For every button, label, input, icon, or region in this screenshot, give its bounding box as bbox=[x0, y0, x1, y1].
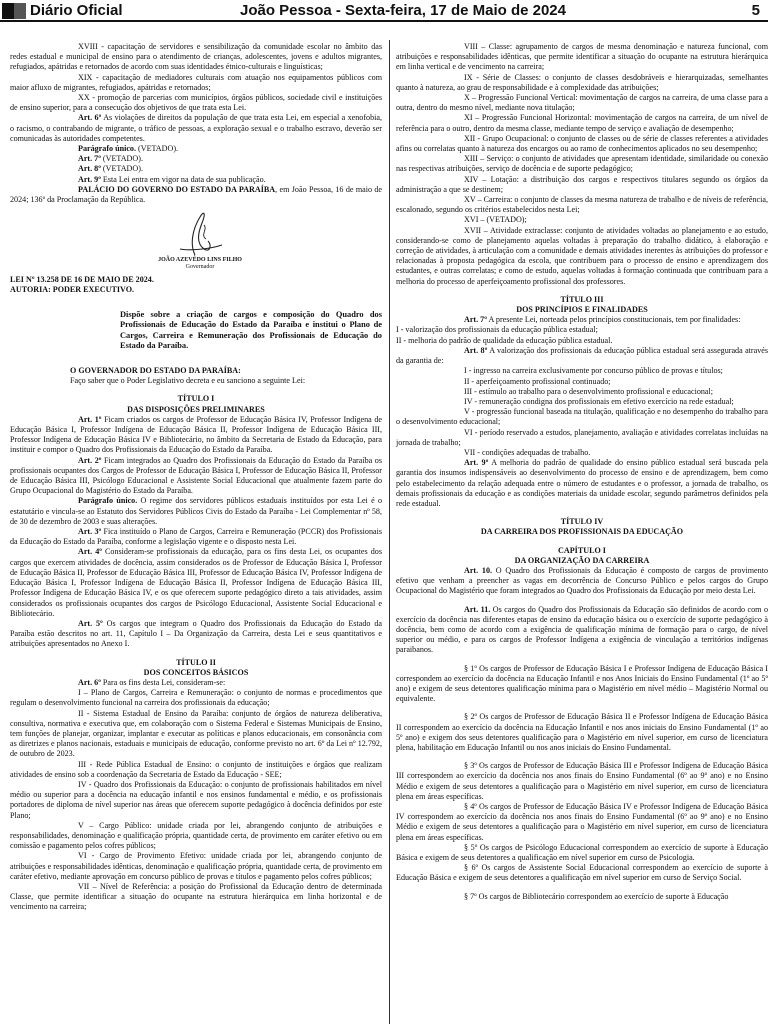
title-subheading: DA CARREIRA DOS PROFISSIONAIS DA EDUCAÇÃO bbox=[480, 527, 684, 537]
article bbox=[396, 315, 768, 325]
article-text: A valorização dos profissionais da educação pública estadual será assegurada através da garantia de: bbox=[396, 345, 768, 366]
title-heading: TÍTULO IV bbox=[560, 517, 604, 527]
article-label: Art. 8º bbox=[464, 345, 488, 355]
article bbox=[396, 458, 768, 509]
column-divider bbox=[389, 40, 390, 1024]
chapter-subheading: DA ORGANIZAÇÃO DA CARREIRA bbox=[514, 555, 650, 565]
article-text: (VETADO). bbox=[100, 164, 143, 174]
article bbox=[10, 415, 382, 456]
article-text: Fica instituído o Plano de Cargos, Carreira e Remuneração (PCCR) dos Profissionais da Educação do Estado da Paraíba, conforme a legislação vigente e o disposto nesta Lei. bbox=[10, 527, 382, 547]
section-paragraph: § 3º Os cargos de Professor de Educação Básica III e Professor Indígena de Educação Básica III correspondem ao exercício da docência nos anos finais do Ensino Fundamental (6º ao 9º ano) e no Ensino Médio e exigem de seus detentores a qualificação para o Magistério em nível superior, em curso de licenciatura plena em áreas específicas. bbox=[396, 761, 768, 801]
item: IX - Série de Classes: o conjunto de classes desdobráveis e hierarquizadas, semelhantes quanto à natureza, ao grau de responsabilidade e à complexidade das atribuições; bbox=[396, 72, 768, 92]
header-brand bbox=[2, 2, 123, 19]
article-label: Art. 6º bbox=[78, 113, 102, 123]
article-text: Os cargos que integram o Quadro dos Profissionais da Educação do Estado da Paraíba estão descritos no art. 11, Capítulo I – Da Organização da Carreira, desta Lei e seus quantitativos e atribuições apresentados no Anexo I. bbox=[10, 618, 382, 649]
law-authorship: AUTORIA: PODER EXECUTIVO. bbox=[10, 285, 135, 295]
article bbox=[396, 566, 768, 597]
item: XIII – Serviço: o conjunto de atividades que apresentam identidade, similaridade ou conexão nas respectivas atribuições, serviço de docência e de suporte pedagógico; bbox=[396, 154, 768, 174]
article-text: A presente Lei, norteada pelos princípios constitucionais, tem por finalidades: bbox=[486, 315, 741, 325]
section-paragraph: § 7º Os cargos de Bibliotecário correspondem ao exercício de suporte à Educação bbox=[464, 891, 729, 901]
paragraph bbox=[10, 496, 382, 527]
closing bbox=[10, 185, 382, 205]
article-label: Art. 11. bbox=[464, 604, 491, 614]
item: XII - Grupo Ocupacional: o conjunto de classes ou de série de classes referentes a atividades afins ou correlatas quanto à natureza dos encargos ou ao ramo de conhecimentos aplicados no seu desempenho; bbox=[396, 133, 768, 154]
article-text: Os cargos do Quadro dos Profissionais da Educação são definidos de acordo com o exercício da docência nas diferentes etapas de ensino da educação básica ou o exercício de suporte pedagógico à docência, bem como de acordo com a exigência de qualificação mínima de formação para o cargo, de nível superior ou médio, e para os cargos de Professor Indígena a exigência de vinculação a territórios indígenas paraibanos. bbox=[396, 604, 768, 655]
article-label: Art. 9º bbox=[78, 174, 101, 184]
article bbox=[10, 113, 382, 144]
paragraph-label: Parágrafo único. bbox=[78, 496, 138, 506]
closing-text: , em João Pessoa, 16 de maio de 2024; 136º da Proclamação da República. bbox=[10, 184, 382, 205]
item: VII – Nível de Referência: a posição do Profissional da Educação dentro de determinada Classe, que permite identificar a situação do ocupante na estrutura hierárquica em linha horizontal e de vencimento na carreira; bbox=[10, 881, 382, 912]
section-paragraph: § 6º Os cargos de Assistente Social Educacional correspondem ao exercício de suporte à Educação Básica e exigem de seus detentores a qualificação em nível superior em curso de Serviço Social. bbox=[396, 863, 768, 883]
article bbox=[10, 619, 382, 650]
article-label: Art. 9º bbox=[464, 458, 489, 468]
newspaper-title: Diário Oficial bbox=[30, 2, 123, 19]
item: III - Rede Pública Estadual de Ensino: o conjunto de instituições e órgãos que realizam atividades de ensino sob a coordenação da Secretaria de Estado da Educação - SEE; bbox=[10, 759, 382, 779]
item: II - melhoria do padrão de qualidade da educação pública estadual. bbox=[396, 335, 613, 345]
title-subheading: DOS CONCEITOS BÁSICOS bbox=[143, 667, 249, 677]
article-label: Art. 10. bbox=[464, 565, 493, 575]
article bbox=[10, 164, 382, 174]
article-label: Art. 6º bbox=[78, 677, 101, 687]
signature-name: JOÃO AZEVÊDO LINS FILHO bbox=[158, 257, 242, 264]
item: XV – Carreira: o conjunto de classes da mesma natureza de trabalho e de níveis de referência, escalonado, segundo os critérios estabelecidos nesta Lei; bbox=[396, 195, 768, 215]
article bbox=[10, 175, 382, 185]
chapter-heading: CAPÍTULO I bbox=[558, 545, 606, 555]
issue-date: João Pessoa - Sexta-feira, 17 de Maio de 2024 bbox=[240, 2, 566, 19]
item: II - Sistema Estadual de Ensino da Paraíba: conjunto de órgãos de natureza deliberativa, consultiva, normativa e executiva que, em colaboração com o Sistema Federal e Sistemas Municipais de Ensino, tem funções de planejar, organizar, implantar e executar as políticas e planos educacionais, em consonância com as diretrizes e planos nacionais, estaduais e municipais de educação, conforme previsto no art. 6º da Lei nº 12.792, de outubro de 2023. bbox=[10, 708, 382, 759]
article-label: Art. 3º bbox=[78, 527, 102, 537]
right-column bbox=[396, 42, 768, 902]
article-text: Para os fins desta Lei, consideram-se: bbox=[100, 677, 226, 687]
section-paragraph: § 5º Os cargos de Psicólogo Educacional correspondem ao exercício de suporte à Educação Básica e exigem de seus detentores a qualificação em nível superior em curso de Psicologia. bbox=[396, 842, 768, 863]
left-column bbox=[10, 42, 382, 913]
signature-role: Governador bbox=[185, 264, 215, 271]
article-text: Ficam integrados ao Quadro dos Profissionais da Educação do Estado da Paraíba os profissionais ocupantes dos Cargos de Professor de Educação Básica I, Professor de Educação Básica II, Professor de Educação Básica III, Psicólogo Educacional e Assistente Social Educacional que atualmente fazem parte do Grupo Ocupacional do Magistério do Estado da Paraíba. bbox=[10, 455, 382, 496]
article bbox=[10, 547, 382, 618]
paragraph-label: Parágrafo único. bbox=[78, 144, 136, 154]
title-heading: TÍTULO III bbox=[560, 294, 604, 304]
article-label: Art. 2º bbox=[78, 455, 102, 465]
paragraph: XX - promoção de parcerias com municípios, órgãos públicos, sociedade civil e instituições de ensino superior, para a consecução dos objetivos de que trata esta Lei. bbox=[10, 93, 382, 113]
article-label: Art. 7º bbox=[78, 154, 101, 164]
title-heading: TÍTULO II bbox=[176, 657, 216, 667]
law-summary: Dispõe sobre a criação de cargos e composição do Quadro dos Profissionais de Educação do Estado da Paraíba e institui o Plano de Cargos, Carreira e Remuneração dos Profissionais de Educação do Estado da Paraíba. bbox=[120, 309, 382, 351]
item: XI – Progressão Funcional Horizontal: movimentação de cargos na carreira, de um nível de referência para o outro, dentro da mesma classe, mediante tempo de serviço e avaliação de desempenho; bbox=[396, 113, 768, 133]
item: X – Progressão Funcional Vertical: movimentação de cargos na carreira, de uma classe para a outra, dentro do mesmo nível, mediante nova titulação; bbox=[396, 93, 768, 113]
item: V – Cargo Público: unidade criada por lei, abrangendo conjunto de atribuições e responsabilidades, denominação e qualificação própria, quantidade certa, de provimento em caráter efetivo ou em comissão e pagamento pelos cofres públicos; bbox=[10, 820, 382, 851]
article bbox=[10, 527, 382, 547]
item: V - progressão funcional baseada na titulação, qualificação e no desempenho do trabalho para o desenvolvimento educacional; bbox=[396, 407, 768, 427]
enactment-clause: Faço saber que o Poder Legislativo decreta e eu sanciono a seguinte Lei: bbox=[70, 376, 306, 386]
paragraph-text: (VETADO). bbox=[136, 144, 179, 154]
page-header bbox=[0, 0, 768, 22]
article-text: A melhoria do padrão de qualidade do ensino público estadual será buscada pela garantia dos insumos indispensáveis ao desenvolvimento do processo de ensino e de aprendizagem, bem como pelo estabelecimento da relação adequada entre o número de estudantes e o professor, a jornada de trabalho, os demais profissionais da educação e as condições materiais da unidade escolar, segundo parâmetros definidos pela rede estadual. bbox=[396, 458, 768, 508]
item: VIII – Classe: agrupamento de cargos de mesma denominação e natureza funcional, com atribuições e responsabilidades idênticas, que permite identificar a situação do ocupante na estrutura hierárquica em linha vertical e de vencimento na carreira; bbox=[396, 42, 768, 72]
item: IV - remuneração condigna dos profissionais em efetivo exercício na rede estadual; bbox=[464, 396, 734, 406]
title-heading: TÍTULO I bbox=[177, 394, 215, 404]
page-number: 5 bbox=[751, 2, 760, 19]
article bbox=[396, 605, 768, 656]
item: VII - condições adequadas de trabalho. bbox=[464, 447, 591, 457]
article-label: Art. 1º bbox=[78, 414, 102, 424]
item: XIV – Lotação: a distribuição dos cargos e respectivos titulares segundo os órgãos da administração a que se destinem; bbox=[396, 174, 768, 194]
item: XVII – Atividade extraclasse: conjunto de atividades voltadas ao planejamento e ao estudo, considerando-se como de planejamento aquelas voltadas à preparação do trabalho didático, à elaboração e correção de atividades, à articulação com a comunidade e demais atividades inerentes às atribuições do professor e relacionadas à proposta pedagógica da escola, que contribuem para o processo de ensino e aprendizagem dos estudantes, e outras correlatas; e como de estudo, aquelas voltadas à formação continuada que contribuam para a melhoria do processo de aperfeiçoamento profissional dos professores. bbox=[396, 225, 768, 286]
paragraph bbox=[10, 144, 382, 154]
signature-caption bbox=[155, 257, 245, 271]
paragraph: XIX - capacitação de mediadores culturais com atuação nos equipamentos públicos com maior afluxo de migrantes, refugiados, apátridas e retornados; bbox=[10, 72, 382, 92]
article-text: (VETADO). bbox=[100, 154, 143, 164]
article-text: Esta Lei entra em vigor na data de sua publicação. bbox=[100, 174, 266, 184]
signature-icon bbox=[160, 205, 240, 260]
section-paragraph: § 4º Os cargos de Professor de Educação Básica IV e Professor Indígena de Educação Básica IV correspondem ao exercício da docência nos anos finais do Ensino Fundamental (6º ao 9º ano) e no Ensino Médio e exigem de seus detentores a qualificação para o Magistério em nível superior, em curso de licenciatura plena em áreas específicas. bbox=[396, 802, 768, 842]
item: I - valorização dos profissionais da educação pública estadual; bbox=[396, 325, 598, 335]
section-paragraph: § 2º Os cargos de Professor de Educação Básica II e Professor Indígena de Educação Básica II correspondem ao exercício da docência na Educação Infantil e nos anos iniciais do Ensino Fundamental (1º ao 5º ano) e exigem dos seus detentores qualificação para o Magistério em nível superior, em curso de licenciatura plena, habilitação em Educação Infantil ou nos anos iniciais do Ensino Fundamental. bbox=[396, 712, 768, 752]
item: VI - Cargo de Provimento Efetivo: unidade criada por lei, abrangendo conjunto de atribuições e responsabilidades idênticas, denominação e qualificação própria, quantidade certa, de provimento em caráter efetivo, mediante aprovação em concurso público de provas e títulos e pagamento pelos cofres públicos; bbox=[10, 851, 382, 881]
title-subheading: DOS PRINCÍPIOS E FINALIDADES bbox=[516, 305, 648, 315]
article-text: Consideram-se profissionais da educação, para os fins desta Lei, os ocupantes dos cargos que exercem atividades de docência, assim considerados os de Professor de Educação Básica I, Professor de Educação Básica II, Professor de Educação Básica III, Professor de Educação Básica IV, Professor Indígena de Educação Básica I, Professor Indígena de Educação Básica II, Professor Indígena de Educação Básica III, Professor Indígena de Educação Básica IV, e os que oferecem suporte pedagógico direto a tais atividades, assim considerados os profissionais ocupantes dos cargos de Psicólogo Educacional, Assistente Social Educacional e Bibliotecário. bbox=[10, 547, 382, 618]
title-subheading: DAS DISPOSIÇÕES PRELIMINARES bbox=[127, 404, 265, 414]
article-text: Ficam criados os cargos de Professor de Educação Básica IV, Professor Indígena de Educação Básica I, Professor Indígena de Educação Básica II, Professor Indígena de Educação Básica III, Professor Indígena de Educação Básica IV e Bibliotecário, no âmbito da Secretaria de Estado da Educação, para instituir e compor o Quadro dos Profissionais da Educação do Estado da Paraíba. bbox=[10, 414, 382, 455]
palace-label: PALÁCIO DO GOVERNO DO ESTADO DA PARAÍBA bbox=[78, 184, 276, 194]
item: III - estímulo ao trabalho para o desenvolvimento profissional e educacional; bbox=[464, 386, 714, 396]
article bbox=[10, 154, 382, 164]
item: II - aperfeiçoamento profissional continuado; bbox=[464, 376, 611, 386]
article-text: As violações de direitos da população de que trata esta Lei, em especial a xenofobia, o racismo, o contrabando de migrante, o tráfico de pessoas, a exploração sexual e o trabalho escravo, deverão ser comunicadas às autoridades competentes. bbox=[10, 113, 382, 143]
article-label: Art. 8º bbox=[78, 164, 101, 174]
article bbox=[10, 456, 382, 497]
article-text: O Quadro dos Profissionais da Educação é composto de cargos de provimento efetivo que venham a preencher as vagas em decorrência de Concurso Público e pelos cargos do Grupo Ocupacional do Magistério que foram integrados ao Quadro dos Profissionais da Educação por meio desta Lei. bbox=[396, 565, 768, 596]
article bbox=[396, 346, 768, 366]
article bbox=[10, 678, 382, 688]
law-number: LEI Nº 13.258 DE 16 DE MAIO DE 2024. bbox=[10, 275, 154, 285]
item: XVI – (VETADO); bbox=[464, 215, 527, 225]
paragraph: XVIII - capacitação de servidores e sensibilização da comunidade escolar no âmbito das redes estadual e municipal de ensino para o atendimento de crianças, adolescentes, jovens e adultos migrantes, refugiados, apátridas e retornados de acordo com suas identidades étnico-culturais e linguísticas; bbox=[10, 42, 382, 72]
section-paragraph: § 1º Os cargos de Professor de Educação Básica I e Professor Indígena de Educação Básica I correspondem ao exercício da docência na Educação Infantil e nos Anos Iniciais do Ensino Fundamental (1º ao 5º ano) e exigem de seus detentores qualificação mínima para o Magistério em nível médio – Magistério Normal ou equivalente. bbox=[396, 663, 768, 704]
article-label: Art. 4º bbox=[78, 547, 102, 557]
item: IV - Quadro dos Profissionais da Educação: o conjunto de profissionais habilitados em nível médio ou superior para a docência na educação infantil e nos ensinos fundamental e médio, e os profissionais portadores de diploma de nível superior nas áreas que oferecem suporte pedagógico à docência definidos por este Plano; bbox=[10, 779, 382, 820]
paraiba-flag-icon bbox=[2, 3, 26, 19]
article-label: Art. 5º bbox=[78, 618, 103, 628]
item: I – Plano de Cargos, Carreira e Remuneração: o conjunto de normas e procedimentos que regulam o desenvolvimento funcional na carreira dos profissionais da educação; bbox=[10, 688, 382, 708]
paragraph-text: O regime dos servidores públicos estaduais instituídos por esta Lei é o estatutário e vincula-se ao Estatuto dos Servidores Públicos Civis do Estado da Paraíba - Lei Complementar nº 58, de 30 de dezembro de 2003 e suas alterações. bbox=[10, 496, 382, 526]
article-label: Art. 7º bbox=[464, 315, 487, 325]
governor-signature bbox=[10, 205, 382, 275]
governor-heading: O GOVERNADOR DO ESTADO DA PARAÍBA: bbox=[70, 366, 241, 376]
item: I - ingresso na carreira exclusivamente por concurso público de provas e títulos; bbox=[464, 366, 723, 376]
item: VI - período reservado a estudos, planejamento, avaliação e atividades correlatas incluídas na jornada de trabalho; bbox=[396, 427, 768, 447]
